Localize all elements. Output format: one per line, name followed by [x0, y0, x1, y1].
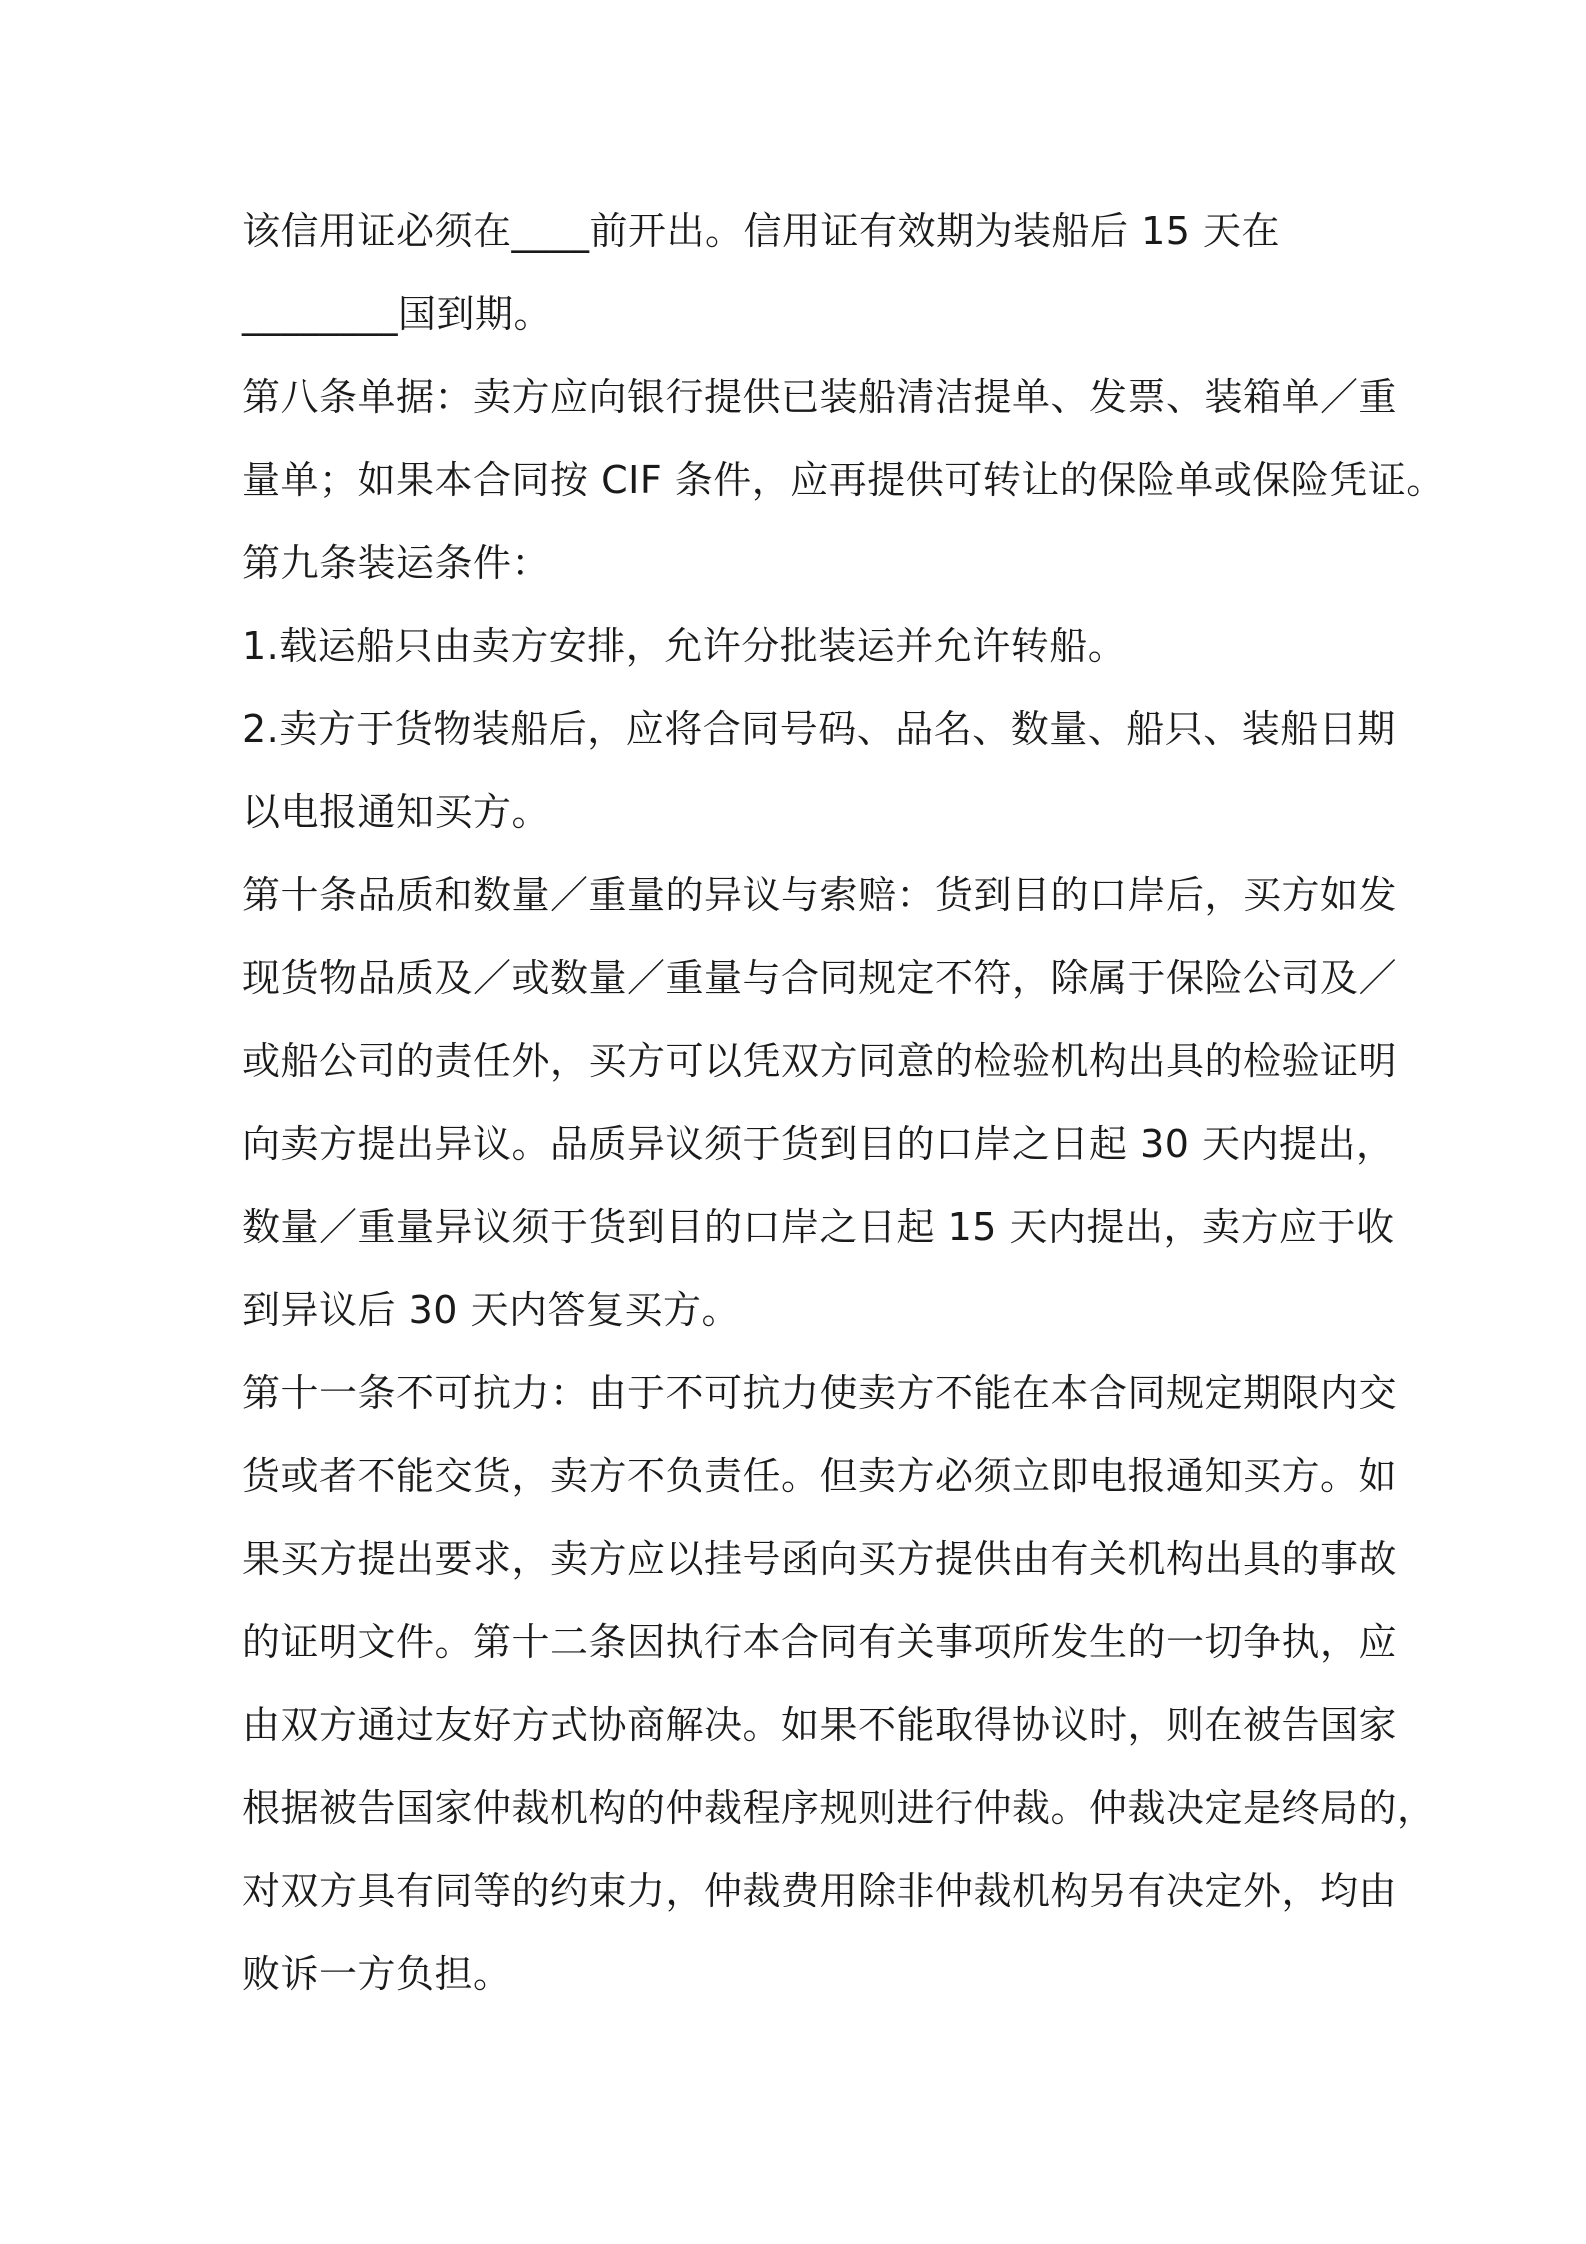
text-line: 根据被告国家仲裁机构的仲裁程序规则进行仲裁。仲裁决定是终局的， [242, 1786, 1436, 1830]
text-line: 第八条单据：卖方应向银行提供已装船清洁提单、发票、装箱单／重 [242, 375, 1398, 419]
text-line: 第九条装运条件： [242, 541, 551, 585]
text-line: 数量／重量异议须于货到目的口岸之日起 15 天内提出，卖方应于收 [242, 1205, 1395, 1249]
text-line: 现货物品质及／或数量／重量与合同规定不符，除属于保险公司及／ [242, 956, 1398, 1000]
text-line: 1.载运船只由卖方安排，允许分批装运并允许转船。 [242, 624, 1127, 668]
text-line: 果买方提出要求，卖方应以挂号函向买方提供由有关机构出具的事故 [242, 1537, 1398, 1581]
contract-text [242, 190, 1445, 2016]
text-line: 败诉一方负担。 [242, 1952, 512, 1996]
text-line: ________国到期。 [242, 292, 553, 336]
text-line: 对双方具有同等的约束力，仲裁费用除非仲裁机构另有决定外，均由 [242, 1869, 1398, 1913]
text-line: 到异议后 30 天内答复买方。 [242, 1288, 741, 1332]
text-line: 以电报通知买方。 [242, 790, 551, 834]
text-line: 2.卖方于货物装船后，应将合同号码、品名、数量、船只、装船日期 [242, 707, 1396, 751]
text-line: 量单；如果本合同按 CIF 条件，应再提供可转让的保险单或保险凭证。 [242, 458, 1445, 502]
text-line: 向卖方提出异议。品质异议须于货到目的口岸之日起 30 天内提出， [242, 1122, 1395, 1166]
text-line: 或船公司的责任外，买方可以凭双方同意的检验机构出具的检验证明 [242, 1039, 1398, 1083]
text-line: 该信用证必须在____前开出。信用证有效期为装船后 15 天在 [242, 209, 1281, 253]
text-line: 由双方通过友好方式协商解决。如果不能取得协议时，则在被告国家 [242, 1703, 1398, 1747]
text-line: 货或者不能交货，卖方不负责任。但卖方必须立即电报通知买方。如 [242, 1454, 1398, 1498]
text-line: 第十一条不可抗力：由于不可抗力使卖方不能在本合同规定期限内交 [242, 1371, 1398, 1415]
text-line: 的证明文件。第十二条因执行本合同有关事项所发生的一切争执，应 [242, 1620, 1398, 1664]
text-line: 第十条品质和数量／重量的异议与索赔：货到目的口岸后，买方如发 [242, 873, 1398, 917]
